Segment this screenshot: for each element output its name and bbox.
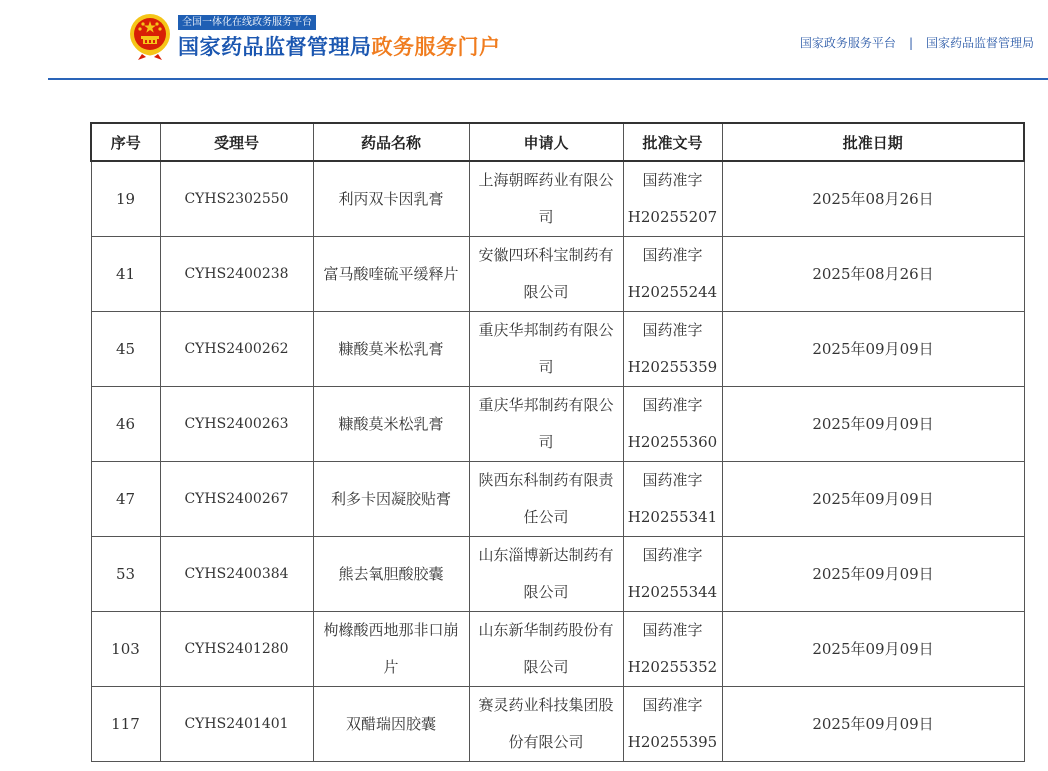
cell-approval-no: 国药准字H20255207 — [623, 161, 722, 237]
link-nmpa[interactable]: 国家药品监督管理局 — [925, 36, 1034, 50]
table-row — [91, 612, 1024, 687]
cell-approval-no: 国药准字H20255341 — [623, 462, 722, 537]
cell-approval-date: 2025年09月09日 — [722, 687, 1024, 762]
cell-applicant: 安徽四环科宝制药有限公司 — [469, 237, 623, 312]
col-header-approval-no: 批准文号 — [623, 123, 722, 161]
site-title-main: 国家药品监督管理局 — [178, 35, 372, 59]
cell-approval-date: 2025年08月26日 — [722, 237, 1024, 312]
link-separator: | — [908, 36, 913, 50]
table-header-row — [91, 123, 1024, 161]
cell-seq: 117 — [91, 687, 160, 762]
cell-drug-name: 利丙双卡因乳膏 — [313, 161, 469, 237]
cell-applicant: 上海朝晖药业有限公司 — [469, 161, 623, 237]
cell-seq: 41 — [91, 237, 160, 312]
cell-approval-date: 2025年09月09日 — [722, 462, 1024, 537]
platform-tagline: 全国一体化在线政务服务平台 — [178, 15, 316, 30]
cell-approval-no: 国药准字H20255352 — [623, 612, 722, 687]
table-row — [91, 387, 1024, 462]
cell-drug-name: 利多卡因凝胶贴膏 — [313, 462, 469, 537]
cell-approval-date: 2025年09月09日 — [722, 387, 1024, 462]
header-divider — [48, 78, 1048, 80]
site-title[interactable] — [178, 33, 501, 61]
top-links — [800, 34, 1034, 51]
cell-applicant: 山东淄博新达制药有限公司 — [469, 537, 623, 612]
cell-applicant: 山东新华制药股份有限公司 — [469, 612, 623, 687]
cell-approval-no: 国药准字H20255344 — [623, 537, 722, 612]
cell-approval-date: 2025年09月09日 — [722, 312, 1024, 387]
cell-accept-no: CYHS2400238 — [160, 237, 313, 312]
cell-accept-no: CYHS2400263 — [160, 387, 313, 462]
cell-drug-name: 富马酸喹硫平缓释片 — [313, 237, 469, 312]
cell-seq: 19 — [91, 161, 160, 237]
table-row — [91, 312, 1024, 387]
cell-seq: 46 — [91, 387, 160, 462]
cell-approval-no: 国药准字H20255395 — [623, 687, 722, 762]
table-row — [91, 462, 1024, 537]
cell-drug-name: 糠酸莫米松乳膏 — [313, 387, 469, 462]
cell-accept-no: CYHS2401280 — [160, 612, 313, 687]
cell-accept-no: CYHS2400384 — [160, 537, 313, 612]
cell-applicant: 陕西东科制药有限责任公司 — [469, 462, 623, 537]
col-header-drug-name: 药品名称 — [313, 123, 469, 161]
table-row — [91, 537, 1024, 612]
table-row — [91, 161, 1024, 237]
cell-approval-no: 国药准字H20255244 — [623, 237, 722, 312]
cell-approval-date: 2025年08月26日 — [722, 161, 1024, 237]
approval-table — [90, 122, 1025, 762]
col-header-approval-date: 批准日期 — [722, 123, 1024, 161]
col-header-seq: 序号 — [91, 123, 160, 161]
cell-approval-date: 2025年09月09日 — [722, 537, 1024, 612]
cell-applicant: 重庆华邦制药有限公司 — [469, 312, 623, 387]
site-title-accent: 政务服务门户 — [371, 35, 501, 59]
cell-drug-name: 枸橼酸西地那非口崩片 — [313, 612, 469, 687]
cell-accept-no: CYHS2401401 — [160, 687, 313, 762]
cell-seq: 45 — [91, 312, 160, 387]
cell-applicant: 赛灵药业科技集团股份有限公司 — [469, 687, 623, 762]
link-national-gov-service[interactable]: 国家政务服务平台 — [799, 36, 896, 50]
cell-applicant: 重庆华邦制药有限公司 — [469, 387, 623, 462]
cell-accept-no: CYHS2400267 — [160, 462, 313, 537]
cell-approval-date: 2025年09月09日 — [722, 612, 1024, 687]
cell-accept-no: CYHS2302550 — [160, 161, 313, 237]
site-header — [0, 0, 1048, 80]
cell-approval-no: 国药准字H20255359 — [623, 312, 722, 387]
table-row — [91, 687, 1024, 762]
cell-seq: 103 — [91, 612, 160, 687]
cell-approval-no: 国药准字H20255360 — [623, 387, 722, 462]
col-header-accept-no: 受理号 — [160, 123, 313, 161]
cell-drug-name: 糠酸莫米松乳膏 — [313, 312, 469, 387]
cell-seq: 47 — [91, 462, 160, 537]
national-emblem-icon[interactable] — [128, 12, 172, 62]
table-row — [91, 237, 1024, 312]
cell-drug-name: 双醋瑞因胶囊 — [313, 687, 469, 762]
cell-drug-name: 熊去氧胆酸胶囊 — [313, 537, 469, 612]
cell-seq: 53 — [91, 537, 160, 612]
col-header-applicant: 申请人 — [469, 123, 623, 161]
cell-accept-no: CYHS2400262 — [160, 312, 313, 387]
